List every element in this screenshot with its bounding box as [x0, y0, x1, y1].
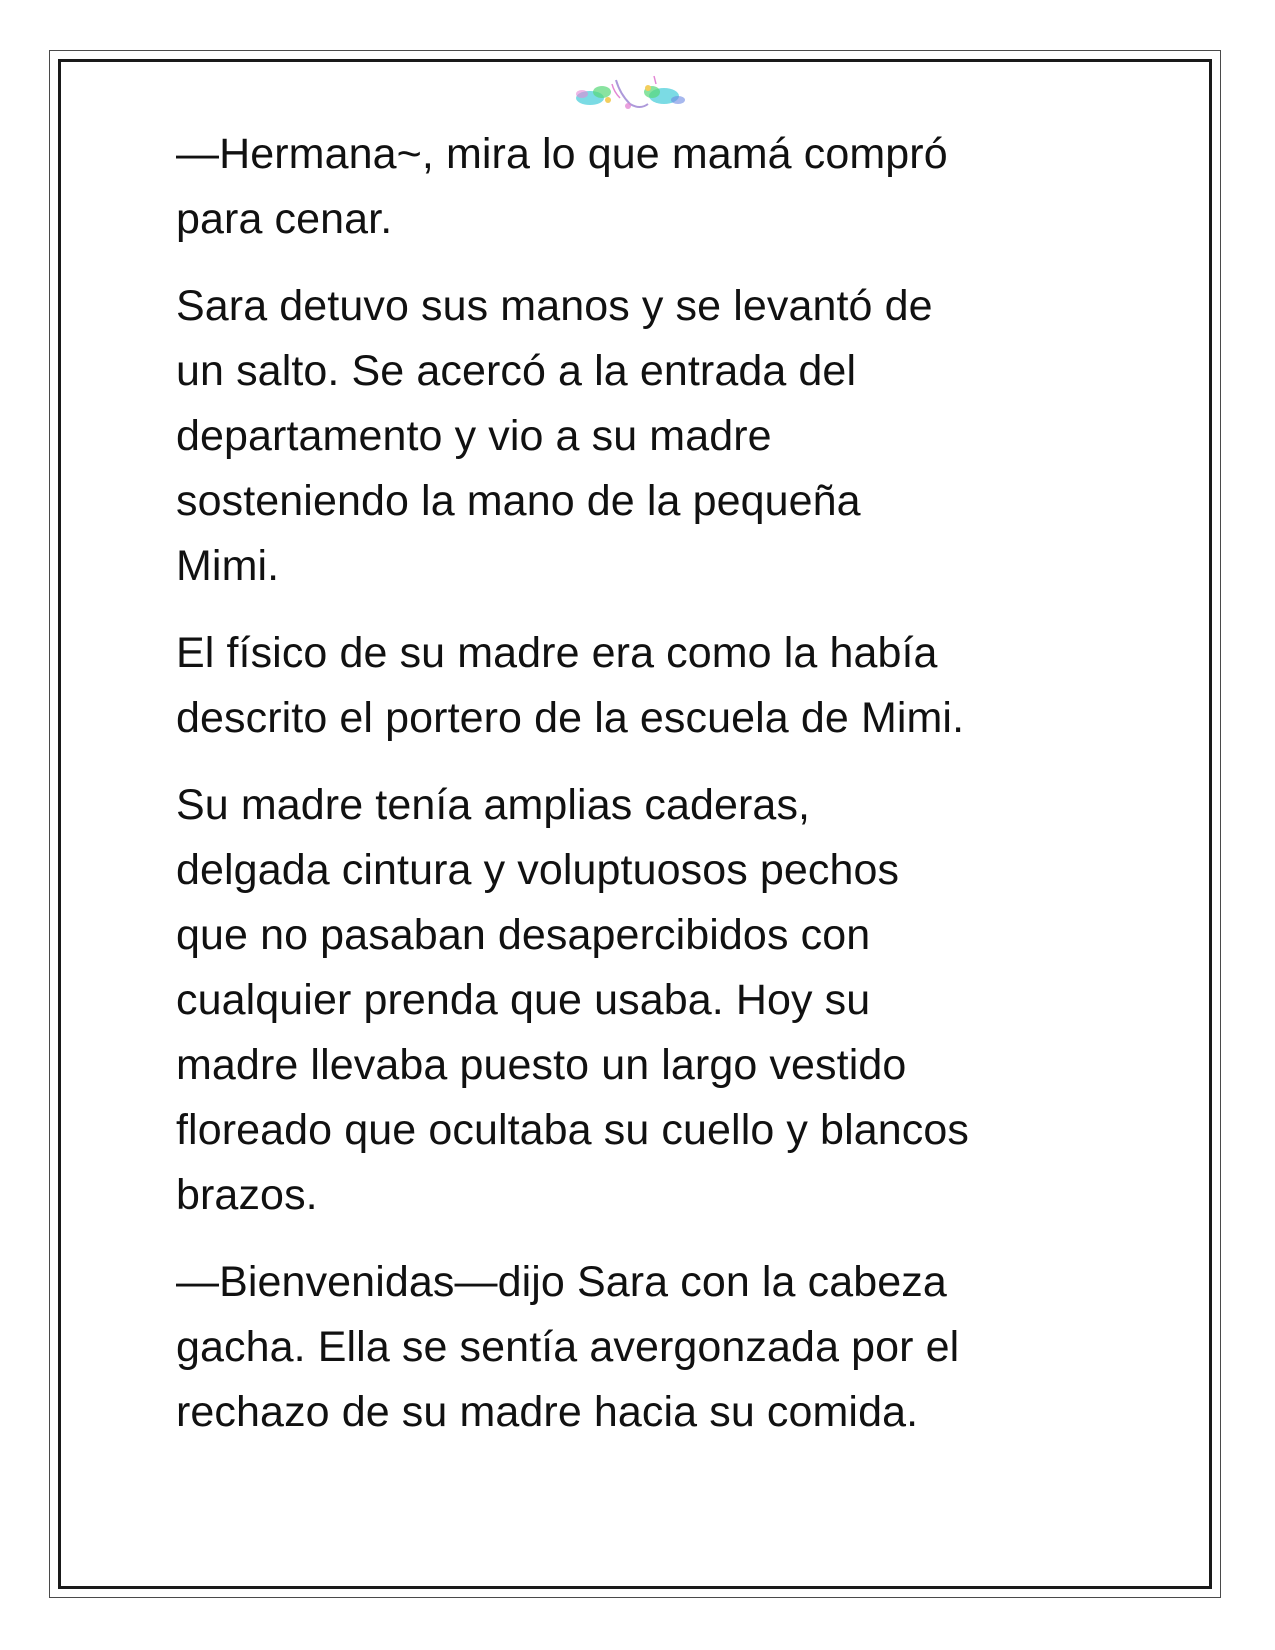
paragraph: —Bienvenidas—dijo Sara con la cabeza gacha. Ella se sentía avergonzada por el rechazo de su madre hacia su comida.	[176, 1258, 960, 1436]
floral-ornament-icon	[568, 70, 698, 118]
paragraph: —Hermana~, mira lo que mamá compró para cenar.	[176, 130, 948, 243]
paragraph: Su madre tenía amplias caderas, delgada cintura y voluptuosos pechos que no pasaban desapercibidos con cualquier prenda que usaba. Hoy su madre llevaba puesto un largo vestido floreado que ocultaba su cuello y blancos brazos.	[176, 781, 969, 1219]
paragraph: Sara detuvo sus manos y se levantó de un salto. Se acercó a la entrada del departamento y vio a su madre sosteniendo la mano de la pequeña Mimi.	[176, 282, 933, 590]
paragraph: El físico de su madre era como la había descrito el portero de la escuela de Mimi.	[176, 629, 965, 742]
document-body	[176, 122, 1116, 1467]
